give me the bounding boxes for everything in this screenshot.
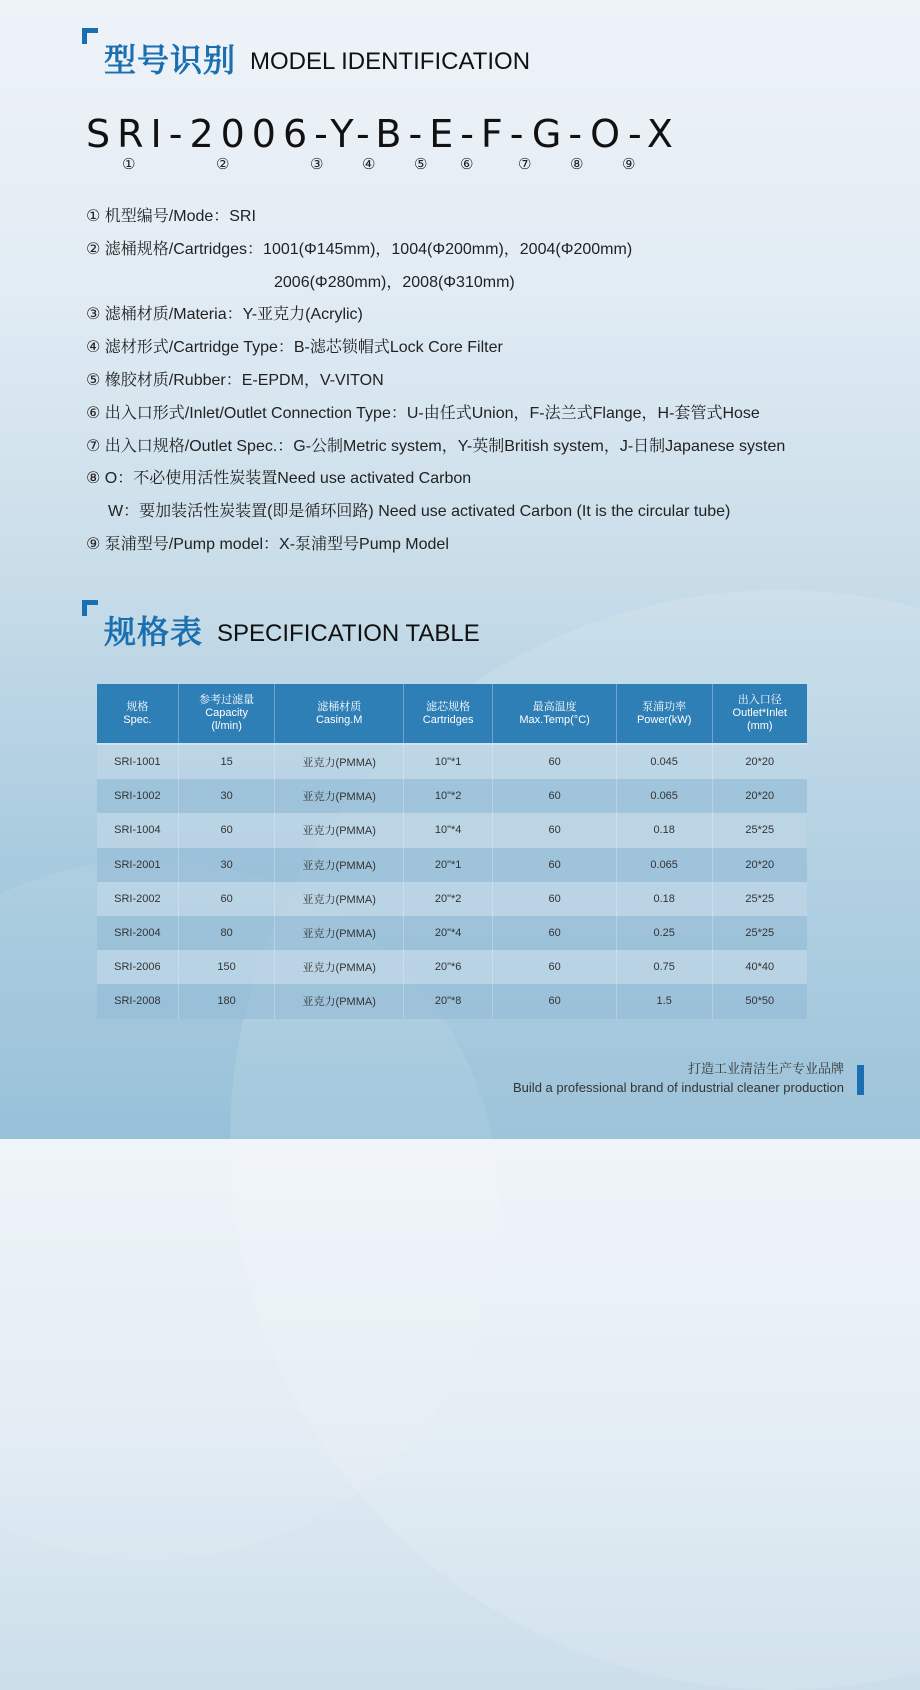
marker-5: ⑤ [414,156,428,173]
table-cell: 30 [178,848,275,882]
marker-2: ② [216,156,230,173]
table-cell: 150 [178,950,275,984]
table-cell: 10"*2 [403,779,492,813]
table-cell: 亚克力(PMMA) [275,848,403,882]
table-cell: SRI-2002 [97,882,178,916]
table-row [97,916,807,950]
model-description-list [86,205,785,566]
table-cell: SRI-1002 [97,779,178,813]
table-cell: 80 [178,916,275,950]
table-cell: 50*50 [712,984,807,1018]
table-cell: SRI-1001 [97,744,178,779]
table-cell: 20"*1 [403,848,492,882]
desc-mode: ① 机型编号/Mode：SRI [86,208,256,225]
table-cell: 60 [493,984,616,1018]
table-cell: 亚克力(PMMA) [275,950,403,984]
table-cell: 亚克力(PMMA) [275,744,403,779]
desc-rubber: ⑤ 橡胶材质/Rubber：E-EPDM，V-VITON [86,371,384,389]
table-cell: 60 [178,813,275,847]
table-cell: 20"*4 [403,916,492,950]
table-cell: 20"*6 [403,950,492,984]
marker-1: ① [122,156,136,173]
table-cell: 60 [493,916,616,950]
table-cell: 亚克力(PMMA) [275,779,403,813]
table-row [97,744,807,779]
table-cell: 0.25 [616,916,712,950]
table-cell: SRI-2006 [97,950,178,984]
footer-accent-bar [857,1065,864,1095]
table-cell: 30 [178,779,275,813]
table-cell: 25*25 [712,813,807,847]
marker-6: ⑥ [460,156,474,173]
marker-9: ⑨ [622,156,636,173]
desc-pump-model: ⑨ 泵浦型号/Pump model：X-泵浦型号Pump Model [86,535,449,553]
marker-4: ④ [362,156,376,173]
table-cell: SRI-2001 [97,848,178,882]
desc-material: ③ 滤桶材质/Materia：Y-亚克力(Acrylic) [86,306,363,324]
desc-carbon-o: ⑧ O：不必使用活性炭装置Need use activated Carbon [86,470,472,488]
table-cell: 0.045 [616,744,712,779]
table-cell: 10"*4 [403,813,492,847]
specification-table [97,684,807,1019]
header-outlet-inlet: 出入口径 Outlet*Inlet (mm) [712,684,807,744]
model-identification-heading [82,28,531,79]
corner-bracket-icon [82,28,98,44]
table-cell: 20*20 [712,779,807,813]
table-cell: 0.75 [616,950,712,984]
section-title-cn: 规格表 [104,613,204,651]
table-cell: 20*20 [712,744,807,779]
spec-table-heading [82,600,480,651]
table-cell: 25*25 [712,916,807,950]
table-row [97,984,807,1018]
slogan-en: Build a professional brand of industrial cleaner production [513,1080,844,1095]
table-cell: 25*25 [712,882,807,916]
model-code: SRI-2006-Y-B-E-F-G-O-X [86,112,680,156]
table-cell: 40*40 [712,950,807,984]
table-cell: 10"*1 [403,744,492,779]
table-cell: SRI-2004 [97,916,178,950]
header-cartridges: 滤芯规格 Cartridges [403,684,492,744]
corner-bracket-icon [82,600,98,616]
table-cell: 180 [178,984,275,1018]
table-cell: 60 [493,882,616,916]
desc-connection-type: ⑥ 出入口形式/Inlet/Outlet Connection Type：U-由任式Union，F-法兰式Flange，H-套管式Hose [86,404,760,422]
table-cell: 60 [493,950,616,984]
marker-8: ⑧ [570,156,584,173]
table-row [97,813,807,847]
header-power: 泵浦功率 Power(kW) [616,684,712,744]
header-capacity: 参考过滤量 Capacity (l/min) [178,684,275,744]
table-cell: 60 [178,882,275,916]
table-cell: 60 [493,779,616,813]
table-cell: 0.065 [616,779,712,813]
table-cell: 亚克力(PMMA) [275,813,403,847]
footer-slogan [513,1059,844,1097]
table-cell: 0.18 [616,882,712,916]
table-cell: SRI-1004 [97,813,178,847]
table-cell: SRI-2008 [97,984,178,1018]
table-cell: 0.18 [616,813,712,847]
table-cell: 亚克力(PMMA) [275,916,403,950]
table-cell: 20"*8 [403,984,492,1018]
section-title-en: SPECIFICATION TABLE [217,620,480,647]
marker-7: ⑦ [518,156,532,173]
desc-cartridges-cont: 2006(Φ280mm)，2008(Φ310mm) [274,273,515,291]
table-cell: 15 [178,744,275,779]
marker-3: ③ [310,156,324,173]
header-casing: 滤桶材质 Casing.M [275,684,403,744]
desc-carbon-w: W：要加装活性炭装置(即是循环回路) Need use activated Carbon (It is the circular tube) [108,503,731,521]
table-cell: 60 [493,813,616,847]
table-cell: 亚克力(PMMA) [275,882,403,916]
slogan-cn: 打造工业清洁生产专业品牌 [687,1061,844,1076]
table-cell: 1.5 [616,984,712,1018]
table-row [97,848,807,882]
table-row [97,882,807,916]
table-row [97,950,807,984]
table-cell: 0.065 [616,848,712,882]
table-cell: 亚克力(PMMA) [275,984,403,1018]
section-title-cn: 型号识别 [104,41,237,79]
section-title-en: MODEL IDENTIFICATION [250,48,531,75]
table-cell: 60 [493,744,616,779]
header-max-temp: 最高温度 Max.Temp(°C) [493,684,616,744]
desc-outlet-spec: ⑦ 出入口规格/Outlet Spec.：G-公制Metric system，Y-英制British system，J-日制Japanese systen [86,437,786,455]
table-cell: 20"*2 [403,882,492,916]
table-header-row [97,684,807,744]
desc-cartridge-type: ④ 滤材形式/Cartridge Type：B-滤芯锁帽式Lock Core Filter [86,339,503,357]
header-spec: 规格 Spec. [97,684,178,744]
table-cell: 20*20 [712,848,807,882]
table-row [97,779,807,813]
desc-cartridges: ② 滤桶规格/Cartridges：1001(Φ145mm)，1004(Φ200mm)，2004(Φ200mm) [86,240,633,258]
table-cell: 60 [493,848,616,882]
